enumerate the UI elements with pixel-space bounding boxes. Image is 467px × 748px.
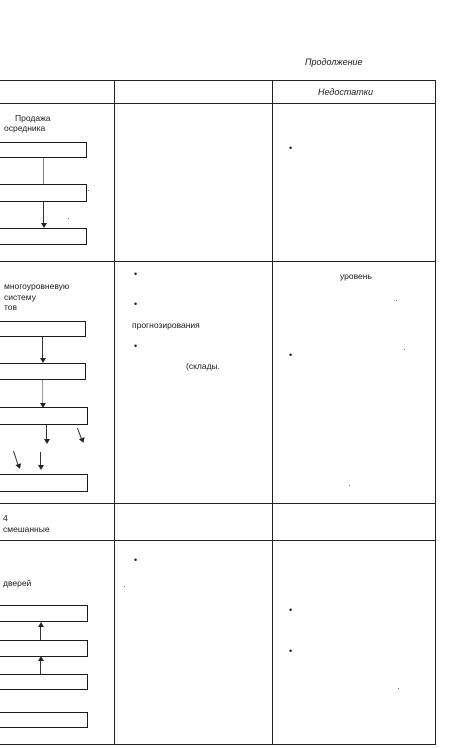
table-top-border — [0, 80, 436, 81]
row2-col1-line2: систему — [4, 292, 36, 302]
row1-diagram-box-3 — [0, 228, 87, 245]
row4-col3-bullet-1: • — [289, 605, 293, 615]
row2-col1-line3: тов — [4, 302, 18, 312]
row2-arrow-down-3b — [77, 428, 82, 440]
row1-arrow-down — [43, 202, 44, 224]
row2-col2-line1: прогнозирования — [132, 320, 200, 330]
scan-speck — [68, 218, 69, 219]
row2-diagram-box-4 — [0, 474, 88, 492]
row2-col3-bullet: • — [289, 350, 293, 360]
table-bottom-border — [0, 744, 436, 745]
row3-col1-line1: 4 — [3, 513, 8, 523]
row4-diagram-box-2 — [0, 640, 88, 657]
row3-col1-line2: смешанные — [3, 524, 50, 534]
row2-col3-line1: уровень — [340, 271, 372, 281]
row4-arrow-up-1 — [40, 626, 41, 640]
row1-connector — [43, 158, 44, 184]
row1-col1-line1: Продажа — [15, 113, 51, 123]
row3-bottom-border — [0, 540, 436, 541]
row2-arrow-down-1 — [42, 337, 43, 359]
row4-diagram-box-3 — [0, 674, 88, 690]
row2-diagram-box-1 — [0, 321, 86, 337]
header-col3: Недостатки — [318, 87, 374, 97]
scan-speck — [124, 586, 125, 587]
row2-col2-line2: (склады. — [186, 361, 221, 371]
row1-diagram-box-2 — [0, 184, 87, 202]
row2-col2-bullet-2: • — [134, 299, 138, 309]
row2-diagram-box-2 — [0, 363, 86, 380]
table-right-border — [435, 80, 436, 745]
row4-col2-bullet: • — [134, 555, 138, 565]
row1-bottom-border — [0, 261, 436, 262]
row2-col1-line1: многоуровневую — [4, 281, 70, 291]
row4-col3-bullet-2: • — [289, 646, 293, 656]
row1-col1-line2: осредника — [4, 123, 46, 133]
row2-arrow-down-2 — [42, 380, 43, 404]
row4-arrow-up-2 — [40, 660, 41, 674]
row4-diagram-box-1 — [0, 605, 88, 622]
row2-bottom-border — [0, 503, 436, 504]
row2-diagram-box-3 — [0, 407, 88, 425]
row1-diagram-box-1 — [0, 142, 87, 158]
row2-arrow-down-3a — [46, 425, 47, 440]
row4-col1-line1: дверей — [3, 578, 32, 588]
col2-col3-divider — [272, 80, 273, 745]
row4-diagram-box-4 — [0, 712, 88, 728]
row2-arrow-down-4b — [40, 452, 41, 466]
row2-col2-bullet-3: • — [134, 341, 138, 351]
scan-speck — [88, 190, 89, 191]
row1-col3-bullet: • — [289, 143, 293, 153]
col1-col2-divider — [114, 80, 115, 745]
scan-speck — [398, 688, 399, 689]
row2-arrow-down-4a — [13, 451, 19, 466]
continuation-label: Продолжение — [305, 57, 363, 67]
scan-speck — [404, 349, 405, 350]
scan-speck — [349, 485, 350, 486]
scan-speck — [396, 300, 397, 301]
row2-col2-bullet-1: • — [134, 269, 138, 279]
header-bottom-border — [0, 103, 436, 104]
